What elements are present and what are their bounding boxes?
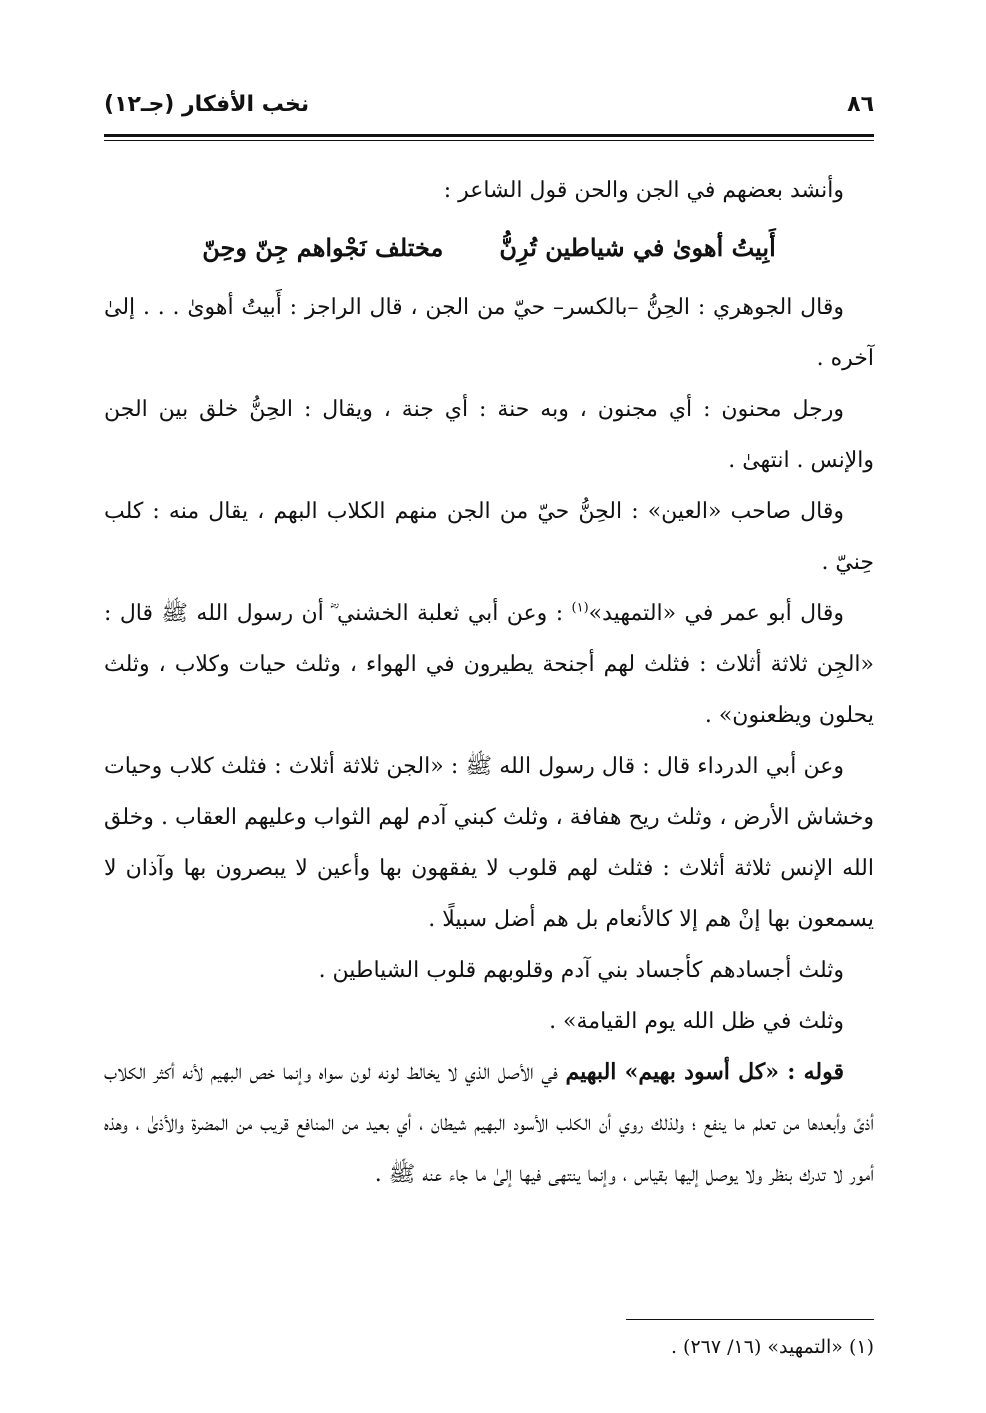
paragraph-tamhid [104,588,874,741]
footnote-separator [626,1319,874,1320]
page-number: ٨٦ [847,92,874,117]
paragraph-jawhari: وقال الجوهري : الحِنُّ –بالكسر– حيّ من الجن ، قال الراجز : أَبيتُ أهوىٰ . . . إلىٰ آخره . [104,295,874,371]
main-text [104,165,874,1200]
commentary-lead: قوله : «كل أسود بهيم» البهيم [565,1059,844,1085]
tamhid-text: : وعن أبي ثعلبة الخشني ؓ أن رسول الله ﷺ قال : «الجِن ثلاثة أثلاث : فثلث لهم أجنحة يطيرون في الهواء ، وثلث حيات وكلاب ، وثلث يحلون ويظعنون» . [104,601,874,728]
paragraph-mahnun: ورجل محنون : أي مجنون ، وبه حنة : أي جنة ، ويقال : الحِنُّ خلق بين الجن والإنس . انتهىٰ . [104,397,874,473]
header-rule-thin [104,140,874,141]
paragraph-third-thulth: وثلث أجسادهم كأجساد بني آدم وقلوبهم قلوب الشياطين . [318,958,844,983]
commentary-text: في الأصل الذي لا يخالط لونه لون سواه وإنما خص البهيم لأنه أكثر الكلاب أذىً وأبعدها من تعلم ما ينفع ؛ ولذلك روي أن الكلب الأسود البهيم شيطان ، أي بعيد من المنافع قريب من المضرة والأذىٰ ، وهذه أمور لا تدرك بنظر ولا يوصل إليها بقياس ، وإنما ينتهى فيها إلىٰ ما جاء عنه ﷺ . [104,1060,874,1187]
paragraph-poem-intro: وأنشد بعضهم في الجن والحن قول الشاعر : [443,178,844,203]
book-page [104,92,874,1358]
tamhid-intro: وقال أبو عمر في «التمهيد» [588,601,844,626]
footnote: (١) «التمهيد» (١٦/ ٢٦٧) . [670,1336,874,1358]
book-title: نخب الأفكار (جـ١٢) [104,92,310,117]
paragraph-abu-darda: وعن أبي الدرداء قال : قال رسول الله ﷺ : «الجن ثلاثة أثلاث : فثلث كلاب وحيات وخشاش الأرض ، وثلث ريح هفافة ، وثلث كبني آدم لهم الثواب وعليهم العقاب . وخلق الله الإنس ثلاثة أثلاث : فثلث لهم قلوب لا يفقهون بها وأعين لا يبصرون بها وآذان لا يسمعون بها إنْ هم إلا كالأنعام بل هم أضل سبيلًا . [104,754,874,932]
poetry-verse [104,220,874,276]
footnote-marker: (١) [571,600,589,616]
verse-first-hemistich: أَبِيتُ أهوىٰ في شياطين تُرِنُّ [499,233,776,262]
running-header [104,92,874,132]
paragraph-last-thulth: وثلث في ظل الله يوم القيامة» . [549,1009,844,1034]
paragraph-al-ayn: وقال صاحب «العين» : الحِنُّ حيّ من الجن منهم الكلاب البهم ، يقال منه : كلب حِنيّ . [104,499,874,575]
paragraph-commentary [104,1047,874,1200]
header-rule-thick [104,134,874,137]
verse-second-hemistich: مختلف نَجْواهم جِنّ وحِنّ [202,233,444,262]
